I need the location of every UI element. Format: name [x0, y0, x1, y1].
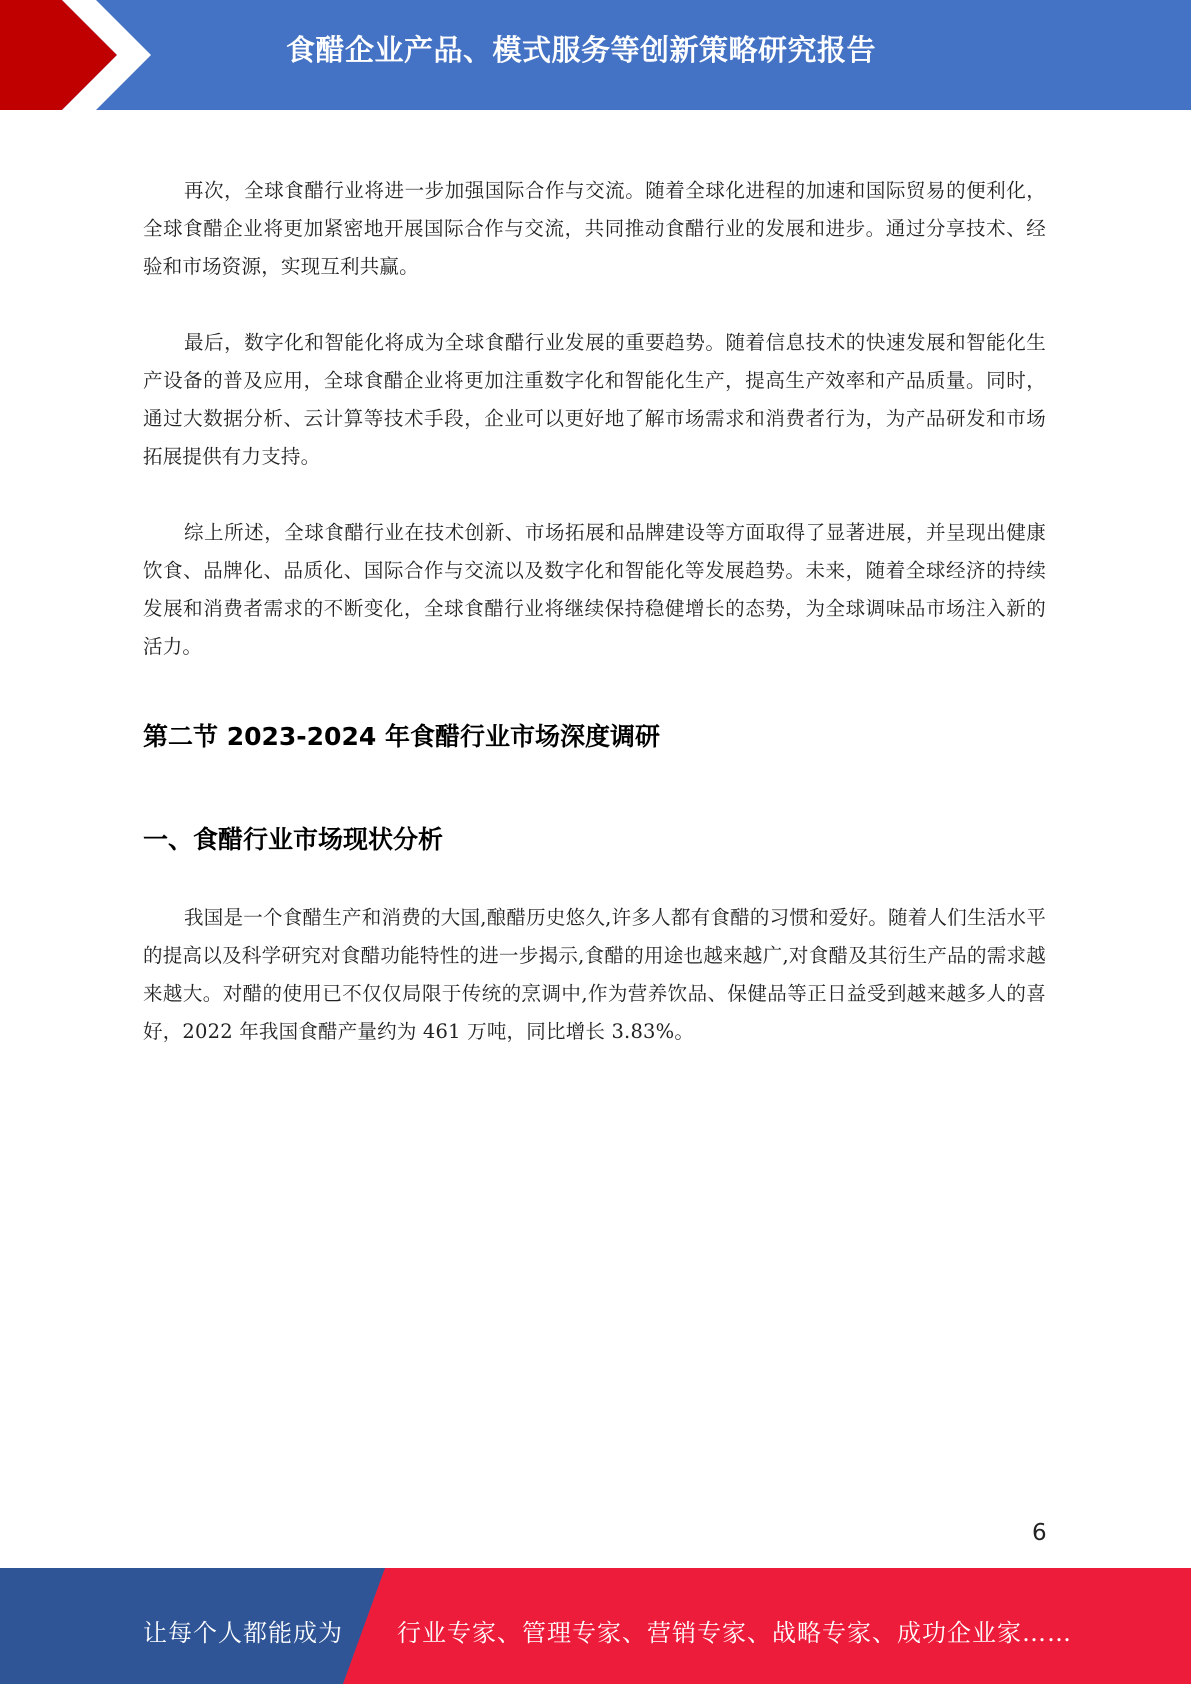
page-number: 6 — [1032, 1520, 1047, 1546]
paragraph: 最后，数字化和智能化将成为全球食醋行业发展的重要趋势。随着信息技术的快速发展和智能化生产设备的普及应用，全球食醋企业将更加注重数字化和智能化生产，提高生产效率和产品质量。同时，通过大数据分析、云计算等技术手段，企业可以更好地了解市场需求和消费者行为，为产品研发和市场拓展提供有力支持。 — [143, 331, 1046, 468]
report-title: 食醋企业产品、模式服务等创新策略研究报告 — [286, 33, 877, 67]
paragraph: 我国是一个食醋生产和消费的大国,酿醋历史悠久,许多人都有食醋的习惯和爱好。随着人们生活水平的提高以及科学研究对食醋功能特性的进一步揭示,食醋的用途也越来越广,对食醋及其衍生产品的需求越来越大。对醋的使用已不仅仅局限于传统的烹调中,作为营养饮品、保健品等正日益受到越来越多人的喜好，2022 年我国食醋产量约为 461 万吨，同比增长 3.83%。 — [143, 906, 1046, 1043]
section-heading: 第二节 2023-2024 年食醋行业市场深度调研 — [143, 722, 660, 751]
paragraph: 综上所述，全球食醋行业在技术创新、市场拓展和品牌建设等方面取得了显著进展，并呈现出健康饮食、品牌化、品质化、国际合作与交流以及数字化和智能化等发展趋势。未来，随着全球经济的持续发展和消费者需求的不断变化，全球食醋行业将继续保持稳健增长的态势，为全球调味品市场注入新的活力。 — [143, 521, 1046, 658]
footer-slogan-left: 让每个人都能成为 — [143, 1619, 343, 1647]
subsection-heading: 一、食醋行业市场现状分析 — [143, 825, 444, 854]
document-body — [143, 172, 1046, 1051]
page-header — [0, 0, 1191, 110]
header-arrow-decoration — [0, 0, 160, 110]
page-footer — [0, 1568, 1191, 1684]
footer-slogan-right: 行业专家、管理专家、营销专家、战略专家、成功企业家…… — [397, 1619, 1072, 1647]
paragraph: 再次，全球食醋行业将进一步加强国际合作与交流。随着全球化进程的加速和国际贸易的便利化，全球食醋企业将更加紧密地开展国际合作与交流，共同推动食醋行业的发展和进步。通过分享技术、经验和市场资源，实现互利共赢。 — [143, 179, 1046, 278]
